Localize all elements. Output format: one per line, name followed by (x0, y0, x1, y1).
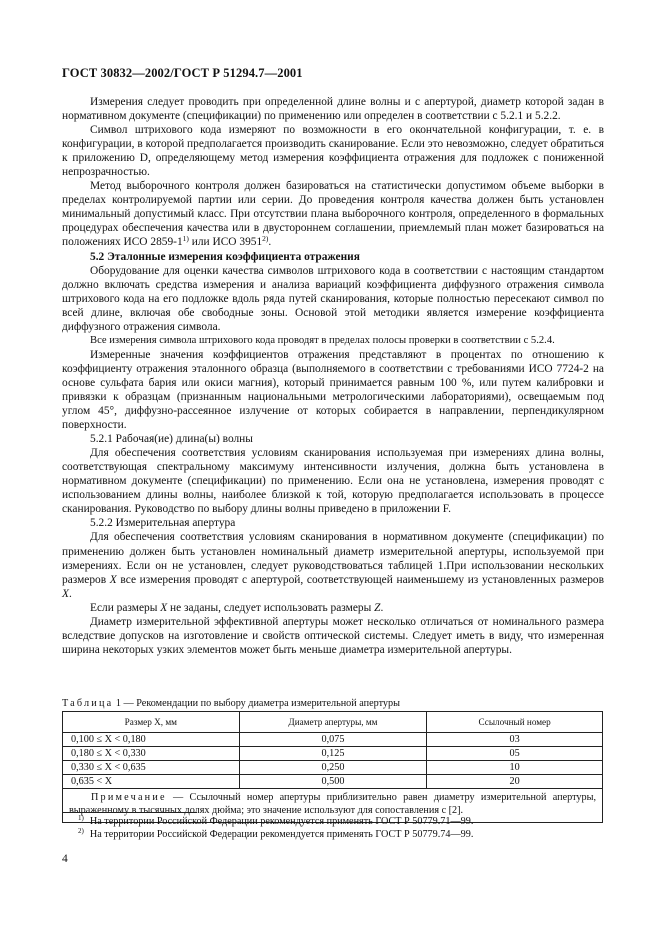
paragraph-text: все измерения проводят с апертурой, соответствующей наименьшему из установленных размеров (116, 573, 604, 586)
paragraph-text: Для обеспечения соответствия условиям сканирования в нормативном документе (спецификации) по применению должен быть установлен номинальный диаметр измерительной апертуры, используемой при измерениях. Если он не установлен, следует руководствоваться таблицей 1.При использовании нескольких размеров (62, 531, 604, 586)
footnote-text: На территории Российской Федерации рекомендуется применять ГОСТ Р 50779.74—99. (89, 829, 474, 840)
paragraph: Измеренные значения коэффициентов отражения представляют в процентах по отношению к коэффициенту отражения эталонного образца (выполняемого в соответствии с требованиями ИСО 7724-2 на основе сульфата бария или окиси магния), который принимается равным 100 %, или путем калибровки и привязки к образцам (признанным национальными метрологическими лабораториями), освещаемым под углом 45°, диффузно-рассеянное излучение от которых собирается в направлении, перпендикулярном поверхности. (62, 348, 604, 432)
paragraph-text: . (380, 601, 384, 614)
document-header: ГОСТ 30832—2002/ГОСТ Р 51294.7—2001 (62, 66, 303, 80)
document-body (62, 95, 604, 657)
paragraph: Все измерения символа штрихового кода проводят в пределах полосы проверки в соответствии с 5.2.4. (90, 334, 555, 346)
table-cell: 0,125 (239, 747, 427, 761)
table-row (63, 747, 603, 761)
aperture-table (62, 711, 603, 823)
column-header: Ссылочный номер (427, 712, 603, 733)
table-caption-label: Таблица (62, 698, 114, 709)
footnote (78, 816, 473, 827)
paragraph: Диаметр измерительной эффективной апертуры может несколько отличаться от номинального размера вследствие допусков на изготовление и свойств оптической системы. Следует иметь в виду, что измеренная ширина некоторых узких элементов может быть меньше диаметра измерительной апертуры. (62, 615, 604, 656)
table-cell: 0,075 (239, 733, 427, 747)
table-cell: 0,100 ≤ X < 0,180 (63, 733, 240, 747)
paragraph-text: не заданы, следует использовать размеры (167, 601, 375, 614)
paragraph-text: Если размеры (90, 601, 161, 614)
footnote-mark: 2) (78, 827, 84, 835)
variable-x: X (62, 587, 69, 600)
paragraph: Символ штрихового кода измеряют по возможности в его окончательной конфигурации, т. е. в конфигурации, в которой предполагается производить сканирование. Если это невозможно, следует обратиться к приложению D, определяющему метод измерения коэффициента отражения для подложек с пониженной непрозрачностью. (62, 124, 604, 179)
paragraph (62, 530, 604, 600)
table-header-row (63, 712, 603, 733)
table-cell: 0,330 ≤ X < 0,635 (63, 761, 240, 775)
table-cell: 0,635 < X (63, 775, 240, 789)
table-caption (62, 698, 400, 709)
variable-z: Z (374, 601, 381, 614)
paragraph-text: Метод выборочного контроля должен базироваться на статистически допустимом объеме выборки в пределах контролируемой партии или серии. До проведения контроля качества должен быть установлен минимальный допустимый класс. При отсутствии плана выборочного контроля, определенного в формальных процедурах обеспечения качества или в двустороннем соглашении, приемлемый план может базироваться на положениях ИСО 2859-1 (62, 180, 604, 249)
variable-x: X (160, 601, 168, 614)
subsection-heading: 5.2.2 Измерительная апертура (90, 517, 236, 530)
table-cell: 05 (427, 747, 603, 761)
paragraph-text: . (68, 587, 72, 600)
paragraph (62, 601, 604, 615)
table-cell: 0,180 ≤ X < 0,330 (63, 747, 240, 761)
paragraph: Оборудование для оценки качества символов штрихового кода в соответствии с настоящим стандартом должно включать средства измерения и анализа вариаций коэффициента диффузного отражения символа штрихового кода на его подложке вдоль ряда путей сканирования, которые полностью пересекают символ по всей длине, включая обе свободные зоны. Основой этой методики является измерение коэффициента диффузного отражения символа. (62, 264, 604, 333)
paragraph-text: или ИСО 3951 (188, 236, 263, 249)
footnote-text: На территории Российской Федерации рекомендуется применять ГОСТ Р 50779.71—99. (89, 816, 474, 827)
table-cell: 0,500 (239, 775, 427, 789)
subsection-heading: 5.2.1 Рабочая(ие) длина(ы) волны (90, 433, 253, 446)
footnote-ref: 1) (182, 234, 189, 244)
table-note-text: — Ссылочный номер апертуры приблизительно равен диаметру измерительной апертуры, выраженному в тысячных долях дюйма; это значение используют для сопоставления с [2]. (69, 792, 596, 816)
variable-x: X (109, 573, 117, 586)
paragraph (62, 179, 604, 249)
footnote-mark: 1) (78, 814, 84, 822)
page-number: 4 (62, 853, 68, 865)
table-cell: 03 (427, 733, 603, 747)
section-heading: 5.2 Эталонные измерения коэффициента отражения (90, 250, 360, 263)
table-row (63, 775, 603, 789)
table-row (63, 733, 603, 747)
table-cell: 10 (427, 761, 603, 775)
table-note-label: Примечание (91, 792, 167, 803)
table-row (63, 761, 603, 775)
paragraph: Для обеспечения соответствия условиям сканирования используемая при измерениях длина волны, соответствующая спектральному максимуму интенсивности излучения, должна быть установлена в нормативном документе (спецификации) по применению. Если она не установлена, измерения проводят с использованием длины волны, наиболее близкой к той, которую предполагается использовать в процессе сканирования. Руководство по выбору длины волны приведено в приложении F. (62, 447, 604, 516)
footnote-ref: 2) (262, 234, 269, 244)
column-header: Диаметр апертуры, мм (239, 712, 427, 733)
footnote (78, 829, 473, 840)
paragraph-text: . (268, 236, 272, 249)
table-cell: 20 (427, 775, 603, 789)
paragraph: Измерения следует проводить при определенной длине волны и с апертурой, диаметр которой задан в нормативном документе (спецификации) по применению или определен в соответствии с 5.2.1 и 5.2.2. (62, 96, 604, 123)
table-caption-text: 1 — Рекомендации по выбору диаметра измерительной апертуры (113, 698, 400, 709)
column-header: Размер X, мм (63, 712, 240, 733)
footnote-separator (62, 812, 197, 813)
table-cell: 0,250 (239, 761, 427, 775)
